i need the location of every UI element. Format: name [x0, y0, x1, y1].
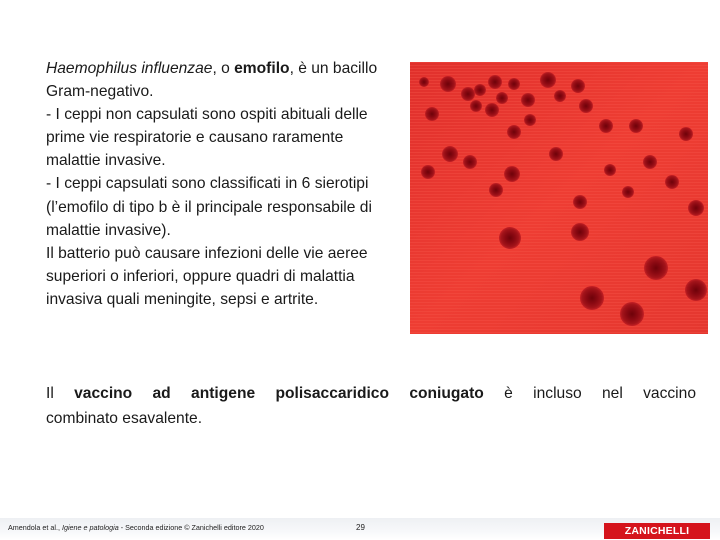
- vaccine-pre: Il: [46, 385, 75, 402]
- intro-paragraph: [46, 57, 396, 103]
- disease-paragraph: Il batterio può causare infezioni delle vie aeree superiori o inferiori, oppure quadri di malattia invasiva quali meningite, sepsi e artrite.: [46, 244, 368, 308]
- vaccine-line-1: [46, 381, 696, 406]
- footer-book-title: Igiene e patologia: [61, 523, 119, 532]
- bullet-capsulated: - I ceppi capsulati sono classificati in 6 sierotipi (l’emofilo di tipo b è il principale responsabile di malattie invasive).: [46, 175, 372, 239]
- zanichelli-logo: ZANICHELLI: [604, 523, 710, 539]
- vaccine-post: è incluso nel vaccino: [483, 385, 696, 402]
- bacteria-micrograph: [410, 62, 708, 334]
- micrograph-image: [410, 62, 708, 334]
- intro-rest: , è un bacillo Gram-negativo.: [46, 60, 378, 101]
- bullet-non-capsulated: - I ceppi non capsulati sono ospiti abituali delle prime vie respiratorie e causano raramente malattie invasive.: [46, 106, 368, 170]
- page-number: 29: [356, 523, 365, 532]
- footer-bar: [0, 518, 720, 540]
- main-text-block: [46, 57, 396, 311]
- footer-edition: - Seconda edizione © Zanichelli editore 2020: [118, 523, 264, 532]
- vaccine-paragraph: [46, 381, 696, 431]
- vaccine-line-2: combinato esavalente.: [46, 410, 203, 427]
- vaccine-type: vaccino ad antigene polisaccaridico coniugato: [74, 385, 484, 402]
- footer-citation: [8, 523, 264, 532]
- intro-separator: , o: [212, 60, 235, 77]
- common-name: emofilo: [234, 60, 290, 77]
- footer-authors: Amendola et al.,: [8, 523, 60, 532]
- species-name: Haemophilus influenzae: [46, 60, 213, 77]
